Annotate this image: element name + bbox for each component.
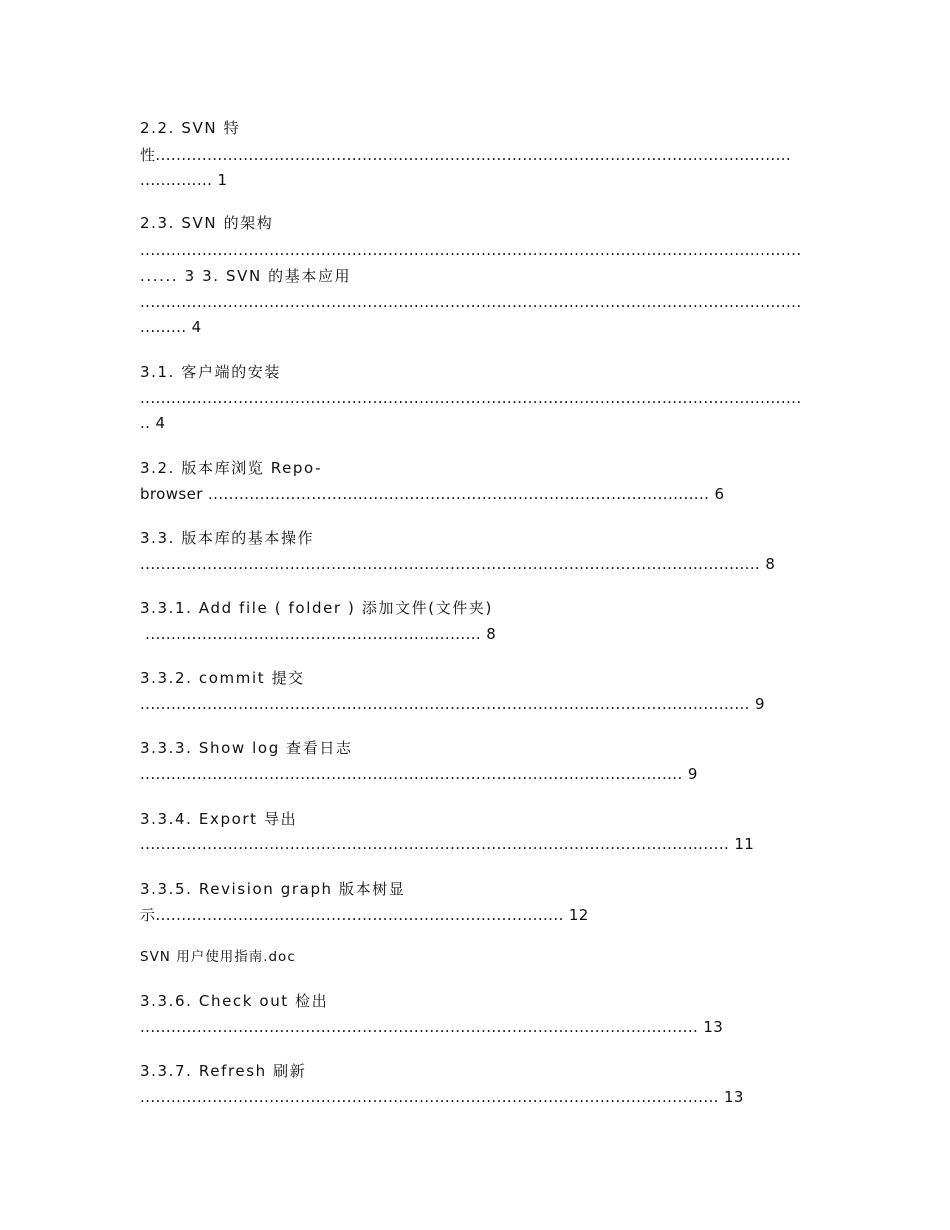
toc-entry-3-1-title: 3.1. 客户端的安装	[140, 363, 281, 381]
toc-entry-3-3-3-leader: ......................................................................................................... 9	[140, 765, 698, 783]
toc-entry-3-3-6-title: 3.3.6. Check out 检出	[140, 992, 329, 1010]
toc-entry-3-1-page: .. 4	[140, 414, 166, 432]
toc-entry-3-3-2-leader: ...................................................................................................................... 9	[140, 695, 765, 713]
toc-entry-3-3-1-title: 3.3.1. Add file ( folder ) 添加文件(文件夹)	[140, 599, 493, 617]
toc-entry-3-3-4-leader: .................................................................................................................. 11	[140, 835, 755, 853]
toc-entry-2-3-page-and-section-3: ...... 3 3. SVN 的基本应用	[140, 267, 352, 285]
toc-entry-3-3-leader: ........................................................................................................................ 8	[140, 555, 776, 573]
toc-entry-3-1-leader: ................................................................................................................................	[140, 389, 802, 407]
toc-entry-3-page: ......... 4	[140, 318, 202, 336]
toc-entry-3-3-2-title: 3.3.2. commit 提交	[140, 669, 305, 687]
toc-entry-3-leader: ................................................................................................................................	[140, 293, 802, 311]
toc-entry-3-3-6-leader: ............................................................................................................ 13	[140, 1018, 724, 1036]
toc-entry-3-2-leader: browser ................................................................................................. 6	[140, 485, 725, 503]
toc-entry-3-3-7-leader: ................................................................................................................ 13	[140, 1088, 744, 1106]
toc-entry-3-3-7-title: 3.3.7. Refresh 刷新	[140, 1062, 307, 1080]
toc-entry-3-3-3-title: 3.3.3. Show log 查看日志	[140, 739, 353, 757]
toc-entry-2-2-leader: 性...........................................................................................................................	[140, 146, 792, 164]
toc-entry-2-2-title: 2.2. SVN 特	[140, 119, 241, 137]
document-filename: SVN 用户使用指南.doc	[140, 949, 296, 965]
toc-entry-2-2-page: .............. 1	[140, 171, 228, 189]
toc-entry-3-3-4-title: 3.3.4. Export 导出	[140, 810, 298, 828]
toc-entry-3-3-1-leader: ................................................................. 8	[140, 625, 497, 643]
toc-entry-3-3-5-leader: 示............................................................................... 12	[140, 906, 589, 924]
toc-entry-2-3-leader: ................................................................................................................................	[140, 241, 802, 259]
toc-entry-2-3-title: 2.3. SVN 的架构	[140, 214, 274, 232]
toc-entry-3-3-title: 3.3. 版本库的基本操作	[140, 529, 315, 547]
toc-entry-3-3-5-title: 3.3.5. Revision graph 版本树显	[140, 880, 406, 898]
toc-entry-3-2-title: 3.2. 版本库浏览 Repo-	[140, 459, 323, 477]
